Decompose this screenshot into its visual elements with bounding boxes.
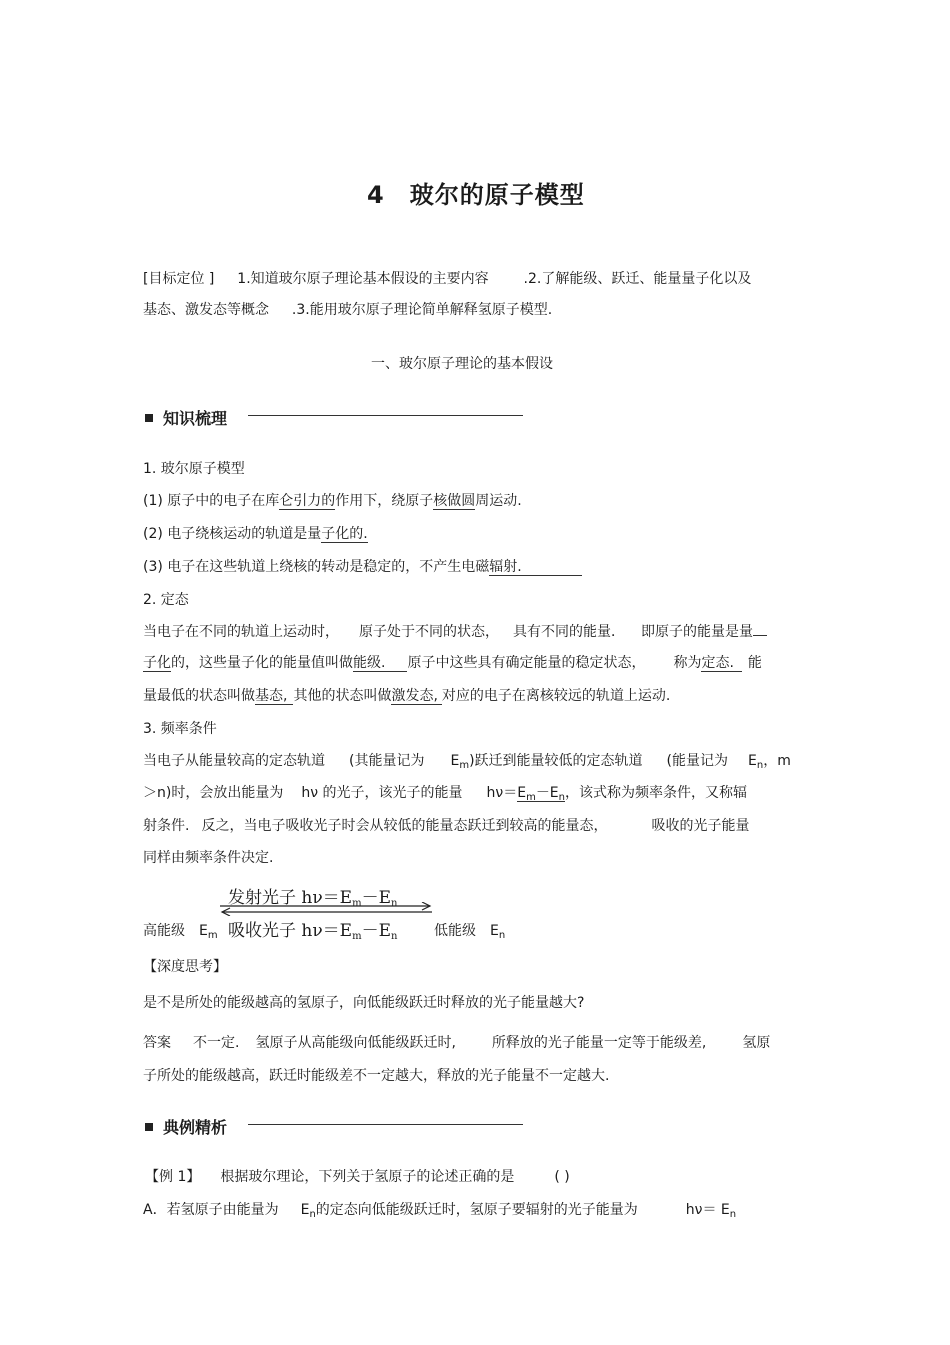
page-title: 4 玻尔的原子模型 xyxy=(367,181,585,209)
text: 根据玻尔理论，下列关于氢原子的论述正确的是 xyxy=(220,1169,515,1185)
item-2-line-3 xyxy=(143,687,670,705)
text: 高能级 xyxy=(143,923,185,939)
text: (2) 电子绕核运动的轨道是量 xyxy=(143,526,322,542)
text: 吸收光子 hν＝E xyxy=(228,921,353,941)
subscript: m xyxy=(459,760,470,771)
item-3-heading: 3. 频率条件 xyxy=(143,721,217,737)
item-1-para-3 xyxy=(143,558,582,576)
text: 当电子从能量较高的定态轨道 xyxy=(143,753,325,769)
text: 称为 xyxy=(673,655,702,671)
deep-think-answer-line-1 xyxy=(143,1034,770,1052)
square-bullet-icon xyxy=(145,1123,153,1131)
text: 能 xyxy=(747,655,762,671)
subscript: n xyxy=(756,760,764,771)
energy-symbol: E xyxy=(490,923,499,939)
energy-symbol: E xyxy=(199,923,208,939)
text: hν＝ xyxy=(486,785,518,801)
objective-2-cont: 基态、激发态等概念 xyxy=(143,302,269,318)
low-level-label xyxy=(434,922,505,940)
text: 作用下，绕原子 xyxy=(335,493,434,509)
text: 的定态向低能级跃迁时，氢原子要辐射的光子能量为 xyxy=(315,1202,638,1218)
objective-1: 1.知道玻尔原子理论基本假设的主要内容 xyxy=(237,271,489,287)
text: 原子中这些具有确定能量的稳定状态， xyxy=(407,655,646,671)
item-3-line-3 xyxy=(143,817,749,835)
example-1-option-a xyxy=(143,1201,736,1219)
text: 吸收的光子能量 xyxy=(651,818,750,834)
text: (其能量记为 xyxy=(349,753,425,769)
underlined-answer: 激发态, xyxy=(391,688,441,705)
text: (1) 原子中的电子在库 xyxy=(143,493,280,509)
text: 量最低的状态叫做 xyxy=(143,688,255,704)
item-2-line-2 xyxy=(143,654,762,672)
text: 即原子的能量是量 xyxy=(641,624,753,640)
underlined-answer: 子化 xyxy=(143,655,171,671)
text: 周运动. xyxy=(475,493,522,509)
subscript: m xyxy=(352,931,362,942)
deep-think-question: 是不是所处的能级越高的氢原子，向低能级跃迁时释放的光子能量越大? xyxy=(143,995,585,1011)
heading-rule xyxy=(248,415,523,416)
item-1-para-1 xyxy=(143,492,522,510)
item-2-heading: 2. 定态 xyxy=(143,592,189,608)
energy-symbol: E xyxy=(450,753,460,769)
subscript: m xyxy=(526,792,536,803)
text: 所释放的光子能量一定等于能级差, xyxy=(491,1035,707,1051)
subscript: n xyxy=(309,1209,316,1220)
examples-heading xyxy=(145,1115,227,1138)
objectives-line-2 xyxy=(143,301,552,319)
text: ＞n)时，会放出能量为 xyxy=(143,785,284,801)
text: A．若氢原子由能量为 xyxy=(143,1202,279,1218)
underlined-answer: 能级. xyxy=(353,655,407,672)
text: 其他的状态叫做 xyxy=(293,688,392,704)
answer-label: 答案 xyxy=(143,1035,171,1051)
text: 对应的电子在离核较远的轨道上运动. xyxy=(441,688,671,704)
subscript: n xyxy=(729,1209,737,1220)
objective-2: .2.了解能级、跃迁、能量量子化以及 xyxy=(523,271,752,287)
item-3-line-1 xyxy=(143,752,791,770)
text: hν＝ E xyxy=(685,1202,730,1218)
underlined-answer: 基态, xyxy=(255,688,293,705)
objectives-label: [目标定位 ] xyxy=(143,271,215,287)
high-level-label xyxy=(143,922,218,940)
deep-think-answer-line-2: 子所处的能级越高，跃迁时能级差不一定越大，释放的光子能量不一定越大. xyxy=(143,1068,610,1084)
text: hν 的光子，该光子的能量 xyxy=(301,785,463,801)
text: (3) 电子在这些轨道上绕核的转动是稳定的，不产生电磁 xyxy=(143,559,490,575)
energy-symbol: E xyxy=(300,1202,310,1218)
underlined-answer xyxy=(517,785,565,802)
item-3-line-4: 同样由频率条件决定. xyxy=(143,850,274,866)
examples-heading-text: 典例精析 xyxy=(163,1118,228,1137)
answer-bracket: ( ) xyxy=(554,1169,570,1185)
section-1-title: 一、玻尔原子理论的基本假设 xyxy=(371,356,553,372)
text: －E xyxy=(361,888,392,908)
item-3-line-2 xyxy=(143,784,747,802)
underline-blank xyxy=(753,635,767,636)
item-1-heading: 1. 玻尔原子模型 xyxy=(143,461,245,477)
subscript: n xyxy=(391,931,398,942)
item-2-line-1 xyxy=(143,623,767,641)
objective-3: .3.能用玻尔原子理论简单解释氢原子模型. xyxy=(291,302,553,318)
underlined-answer: 核做圆 xyxy=(433,493,476,509)
text: －E xyxy=(361,921,392,941)
subscript: n xyxy=(391,898,398,909)
underlined-answer: 仑引力的 xyxy=(279,493,336,509)
square-bullet-icon xyxy=(145,414,153,422)
knowledge-heading-text: 知识梳理 xyxy=(163,409,228,428)
objectives-line-1 xyxy=(143,270,751,288)
text: 的，这些量子化的能量值叫做 xyxy=(171,655,353,671)
energy-symbol: E xyxy=(517,785,527,801)
underlined-answer: 定态. xyxy=(701,655,741,672)
text: 射条件. xyxy=(143,818,190,834)
text: )跃迁到能量较低的定态轨道 xyxy=(469,753,643,769)
example-1-stem xyxy=(145,1168,570,1186)
example-label: 【例 1】 xyxy=(145,1169,201,1185)
underlined-answer: 辐射. xyxy=(489,559,581,576)
subscript: n xyxy=(558,792,566,803)
knowledge-heading xyxy=(145,406,227,429)
text: 不一定. xyxy=(193,1035,240,1051)
underlined-answer: 子化的. xyxy=(321,526,368,542)
subscript: m xyxy=(352,898,362,909)
subscript: n xyxy=(498,930,506,941)
absorption-label xyxy=(228,916,397,941)
deep-think-label: 【深度思考】 xyxy=(143,959,227,975)
energy-symbol: E xyxy=(748,753,757,769)
text: ，该式称为频率条件，又称辐 xyxy=(565,785,748,801)
energy-symbol: －E xyxy=(535,785,559,801)
text: 原子处于不同的状态， xyxy=(359,624,499,640)
text: (能量记为 xyxy=(666,753,729,769)
text: 氢原子从高能级向低能级跃迁时, xyxy=(255,1035,456,1051)
text: 低能级 xyxy=(434,923,476,939)
text: 当电子在不同的轨道上运动时， xyxy=(143,624,339,640)
text: 氢原 xyxy=(742,1035,771,1051)
transition-arrows xyxy=(218,902,434,916)
text: ，m xyxy=(763,753,791,769)
subscript: m xyxy=(207,930,218,941)
text: 发射光子 hν＝E xyxy=(228,888,353,908)
item-1-para-2 xyxy=(143,525,368,543)
heading-rule xyxy=(248,1124,523,1125)
text: 具有不同的能量． xyxy=(513,624,625,640)
text: 反之，当电子吸收光子时会从较低的能量态跃迁到较高的能量态， xyxy=(201,818,608,834)
